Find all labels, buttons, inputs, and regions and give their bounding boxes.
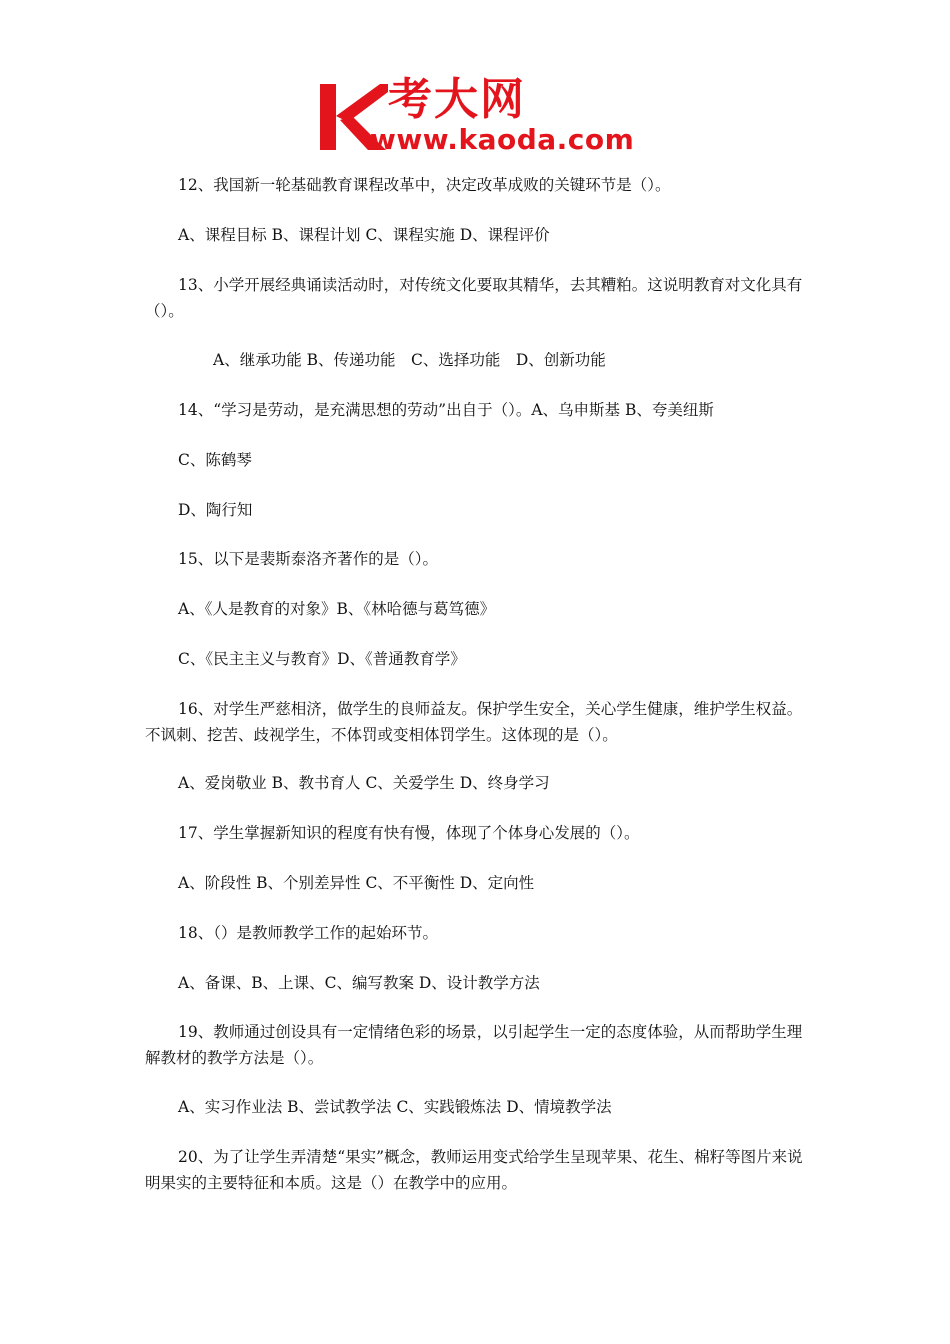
question-15: 15、以下是裴斯泰洛齐著作的是（）。 (178, 550, 438, 568)
question-19: 19、教师通过创设具有一定情绪色彩的场景，以引起学生一定的态度体验，从而帮助学生理解教材的教学方法是（）。 (145, 1023, 803, 1067)
question-13: 13、小学开展经典诵读活动时，对传统文化要取其精华，去其糟粕。这说明教育对文化具有（）。 (145, 276, 803, 320)
kaoda-logo (318, 74, 638, 160)
question-17: 17、学生掌握新知识的程度有快有慢，体现了个体身心发展的（）。 (178, 824, 640, 842)
question-15-options-cd: C、《民主主义与教育》D、《普通教育学》 (178, 650, 466, 668)
question-16: 16、对学生严慈相济，做学生的良师益友。保护学生安全，关心学生健康，维护学生权益。不讽刺、挖苦、歧视学生，不体罚或变相体罚学生。这体现的是（）。 (145, 700, 803, 744)
question-17-options: A、阶段性 B、个别差异性 C、不平衡性 D、定向性 (178, 874, 535, 892)
question-12-options: A、课程目标 B、课程计划 C、课程实施 D、课程评价 (178, 226, 550, 244)
question-18: 18、（）是教师教学工作的起始环节。 (178, 924, 438, 942)
question-19-options: A、实习作业法 B、尝试教学法 C、实践锻炼法 D、情境教学法 (178, 1098, 612, 1116)
question-20: 20、为了让学生弄清楚“果实”概念，教师运用变式给学生呈现苹果、花生、棉籽等图片来说明果实的主要特征和本质。这是（）在教学中的应用。 (145, 1148, 803, 1192)
logo-url-text: www.kaoda.com (370, 123, 635, 156)
question-18-options: A、备课、B、上课、C、编写教案 D、设计教学方法 (178, 974, 540, 992)
question-14-option-d: D、陶行知 (178, 501, 253, 519)
question-14-option-c: C、陈鹤琴 (178, 451, 252, 469)
logo-chinese-text: 考大网 (388, 74, 526, 125)
question-15-options-ab: A、《人是教育的对象》B、《林哈德与葛笃德》 (178, 600, 496, 618)
question-14: 14、“学习是劳动，是充满思想的劳动”出自于（）。A、乌申斯基 B、夸美纽斯 (178, 401, 714, 419)
question-12: 12、我国新一轮基础教育课程改革中，决定改革成败的关键环节是（）。 (178, 176, 671, 194)
question-16-options: A、爱岗敬业 B、教书育人 C、关爱学生 D、终身学习 (178, 774, 550, 792)
question-13-options: A、继承功能 B、传递功能 C、选择功能 D、创新功能 (213, 351, 606, 369)
